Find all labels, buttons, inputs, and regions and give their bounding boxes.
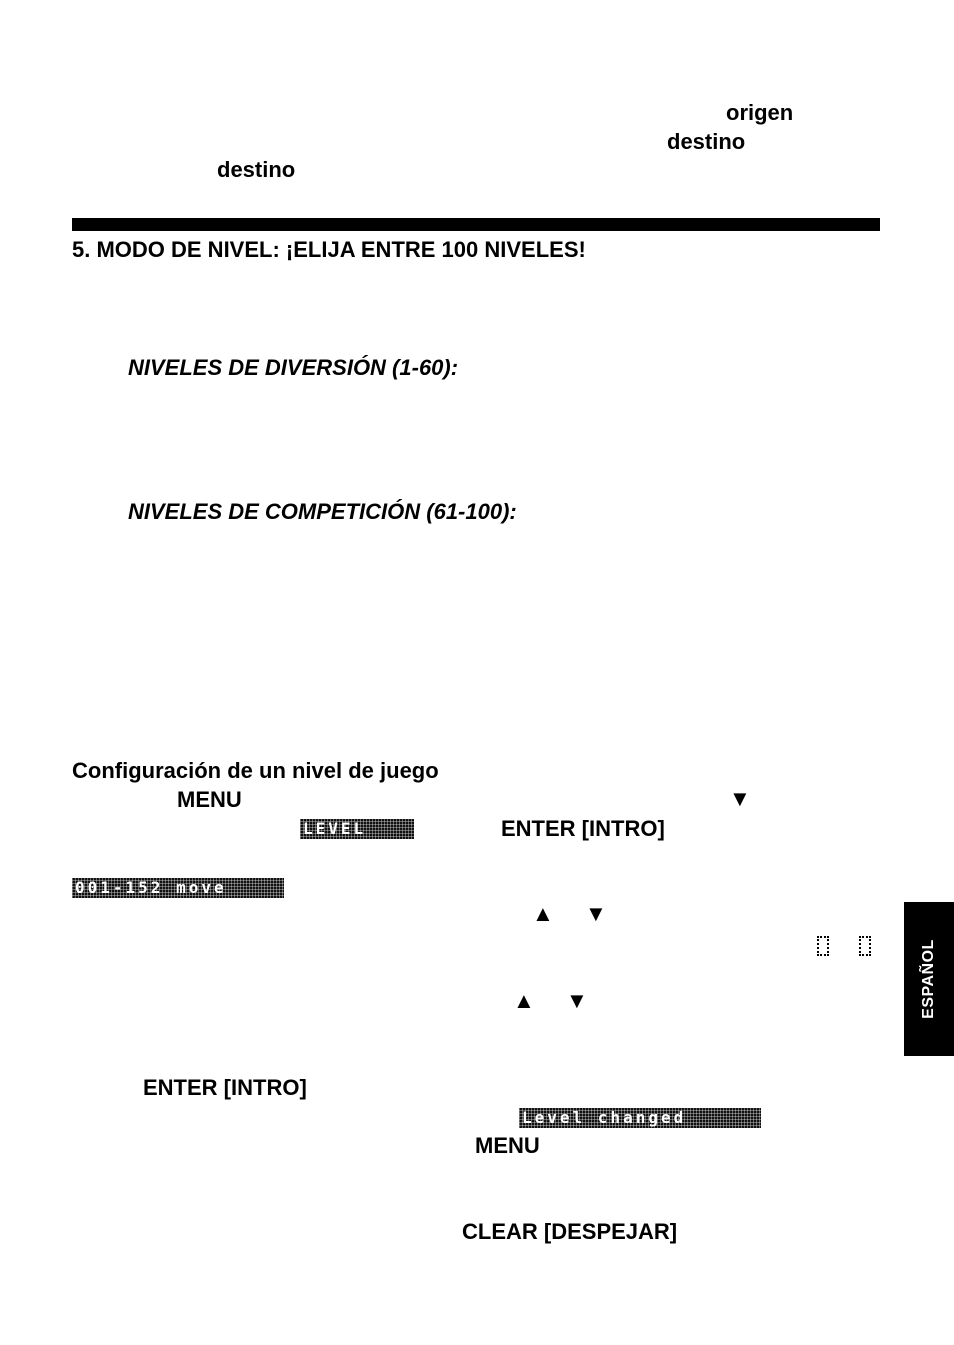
arrow-up-icon: ▲ — [513, 988, 535, 1013]
lcd-changed-display: Level changed — [519, 1108, 761, 1128]
fun-levels-heading: NIVELES DE DIVERSIÓN (1-60): — [128, 355, 459, 380]
language-tab-label: ESPAÑOL — [920, 939, 937, 1019]
arrow-down-icon: ▼ — [729, 786, 751, 811]
menu-key-label: MENU — [177, 787, 242, 812]
language-tab — [904, 902, 954, 1056]
lcd-moves-display: 001-152 move — [72, 878, 284, 898]
lcd-bracket-icon — [817, 936, 829, 956]
section-heading: 5. MODO DE NIVEL: ¡ELIJA ENTRE 100 NIVELES! — [72, 237, 586, 262]
competition-levels-heading: NIVELES DE COMPETICIÓN (61-100): — [128, 499, 517, 524]
lcd-level-display: LEVEL — [300, 819, 414, 839]
arrow-down-icon: ▼ — [585, 901, 607, 926]
arrow-down-icon: ▼ — [566, 988, 588, 1013]
lcd-bracket-icon — [859, 936, 871, 956]
enter-key-label: ENTER [INTRO] — [501, 816, 665, 841]
fragment-origen: origen — [726, 100, 794, 125]
arrow-up-icon: ▲ — [532, 901, 554, 926]
menu-key-label: MENU — [475, 1133, 540, 1158]
clear-key-label: CLEAR [DESPEJAR] — [462, 1219, 678, 1244]
section-divider — [72, 218, 880, 231]
fragment-destino: destino — [217, 157, 296, 182]
enter-key-label: ENTER [INTRO] — [143, 1075, 307, 1100]
fragment-destino: destino — [667, 129, 746, 154]
config-heading: Configuración de un nivel de juego — [72, 758, 439, 783]
